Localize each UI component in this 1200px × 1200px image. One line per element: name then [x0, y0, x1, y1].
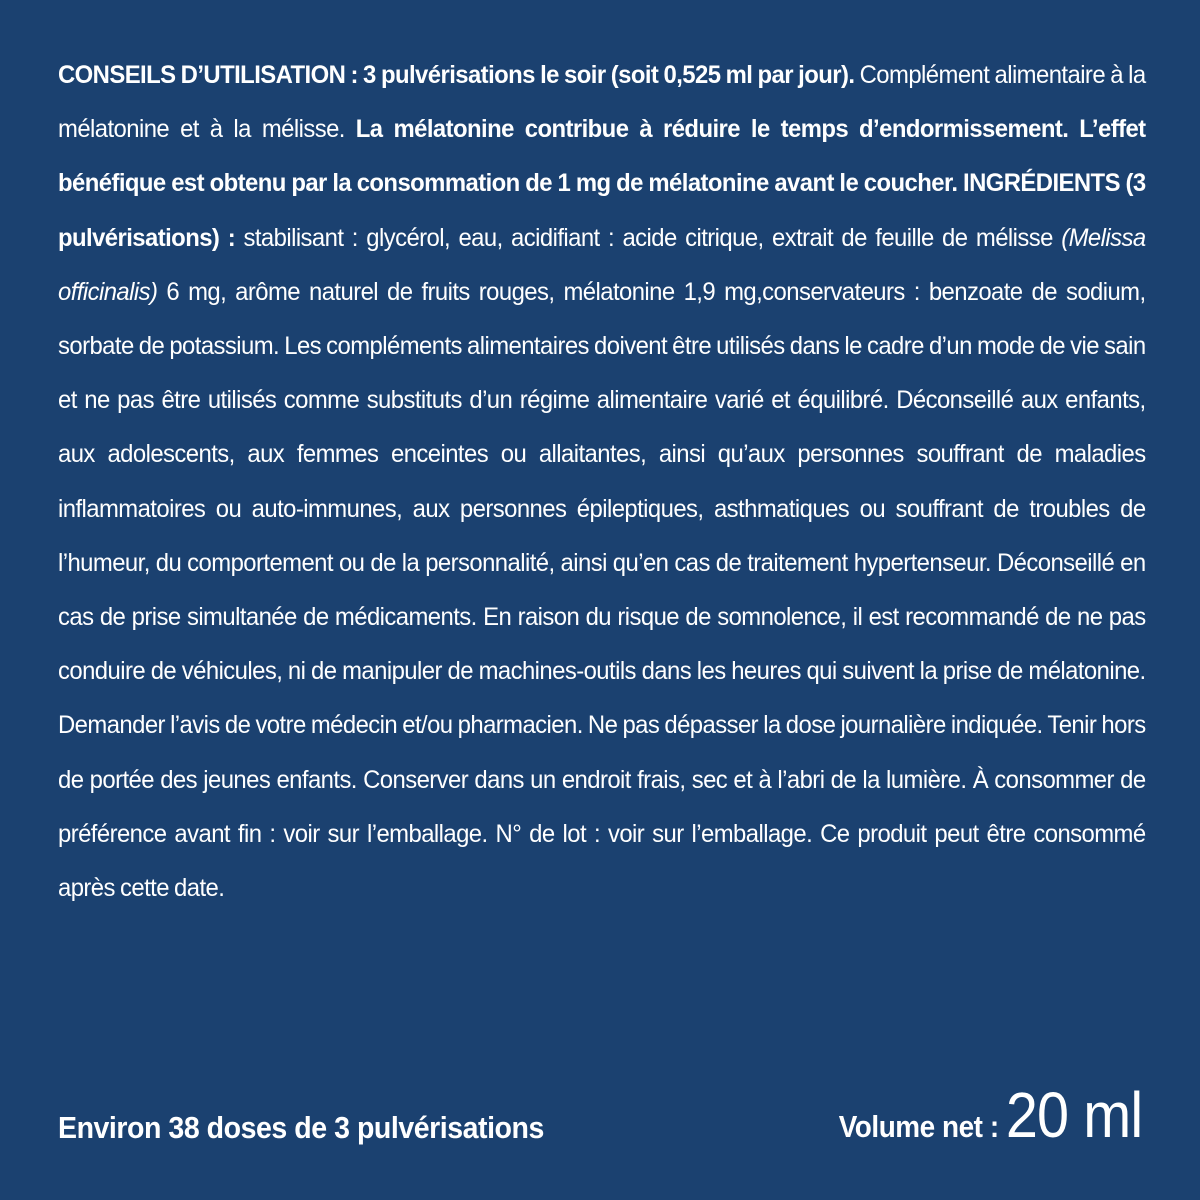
- ingredients-heading: INGRÉDIENTS (3 pulvérisations) :: [58, 169, 1146, 252]
- net-volume: [839, 1078, 1142, 1152]
- net-volume-value: 20 ml: [1005, 1079, 1142, 1151]
- usage-and-ingredients-text: [58, 48, 1146, 915]
- label-footer: [58, 1079, 1142, 1160]
- net-volume-label: Volume net :: [838, 1109, 999, 1144]
- product-description: Complément alimentaire à la mélatonine et à la mélisse.: [58, 61, 1146, 144]
- usage-dose: 3 pulvérisations le soir (soit 0,525 ml par jour).: [357, 61, 855, 89]
- usage-heading: CONSEILS D’UTILISATION :: [58, 61, 358, 89]
- ingredients-list-part-1: stabilisant : glycérol, eau, acidifiant : acide citrique, extrait de feuille de mélisse: [235, 223, 1062, 252]
- doses-count: Environ 38 doses de 3 pulvérisations: [58, 1110, 544, 1145]
- ingredients-and-warnings: 6 mg, arôme naturel de fruits rouges, mélatonine 1,9 mg,conservateurs : benzoate de sodium, sorbate de potassium. Les compléments alimentaires doivent être utilisés dans le cadre d’un mode de vie sain et ne pas être utilisés comme substituts d’un régime alimentaire varié et équilibré. Déconseillé aux enfants, aux adolescents, aux femmes enceintes ou allaitantes, ainsi qu’aux personnes souffrant de maladies inflammatoires ou auto-immunes, aux personnes épileptiques, asthmatiques ou souffrant de troubles de l’humeur, du comportement ou de la personnalité, ainsi qu’en cas de traitement hypertenseur. Déconseillé en cas de prise simultanée de médicaments. En raison du risque de somnolence, il est recommandé de ne pas conduire de véhicules, ni de manipuler de machines-outils dans les heures qui suivent la prise de mélatonine. Demander l’avis de votre médecin et/ou pharmacien. Ne pas dépasser la dose journalière indiquée. Tenir hors de portée des jeunes enfants. Conserver dans un endroit frais, sec et à l’abri de la lumière. À consommer de préférence avant fin : voir sur l’emballage. N° de lot : voir sur l’emballage. Ce produit peut être consommé après cette date.: [58, 277, 1146, 903]
- health-claim: La mélatonine contribue à réduire le temps d’endormissement. L’effet bénéfique est obtenu par la consommation de 1 mg de mélatonine avant le coucher.: [58, 115, 1146, 198]
- botanical-name: (Melissa officinalis): [58, 223, 1146, 306]
